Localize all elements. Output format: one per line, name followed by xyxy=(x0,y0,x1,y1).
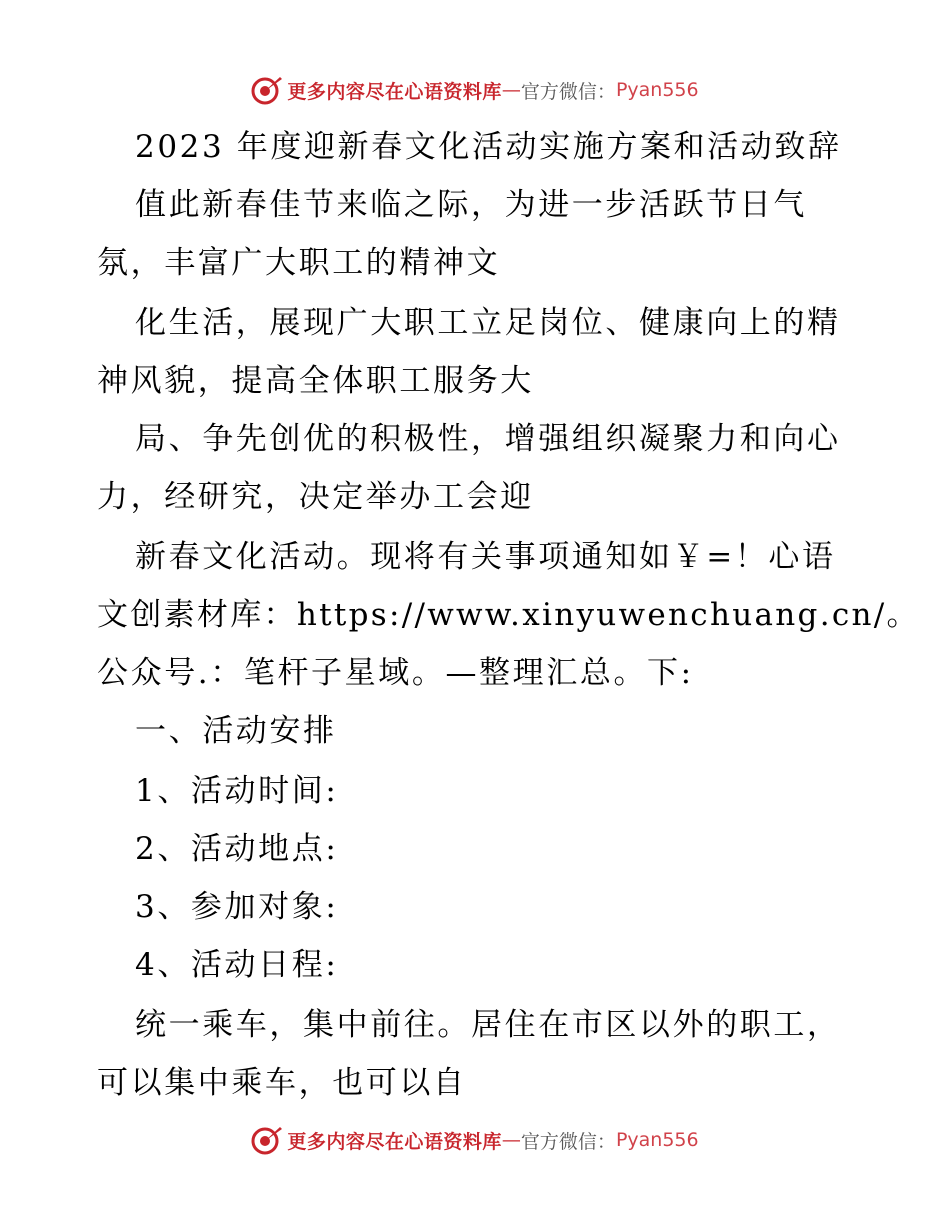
pen-logo-icon xyxy=(251,74,283,106)
paragraph-line: 化生活，展现广大职工立足岗位、健康向上的精 xyxy=(135,305,841,341)
watermark-id: Pyan556 xyxy=(615,1129,699,1151)
paragraph-line: 新春文化活动。现将有关事项通知如￥=！心语 xyxy=(135,539,836,575)
paragraph-line: 氛，丰富广大职工的精神文 xyxy=(97,245,501,281)
list-item: 1、活动时间: xyxy=(135,773,339,809)
watermark-banner-top xyxy=(0,70,950,110)
paragraph-line: 局、争先创优的积极性，增强组织凝聚力和向心 xyxy=(135,421,841,457)
list-item: 3、参加对象: xyxy=(135,889,339,925)
document-title: 2023 年度迎新春文化活动实施方案和活动致辞 xyxy=(135,129,842,165)
paragraph-line: 值此新春佳节来临之际，为进一步活跃节日气 xyxy=(135,187,807,223)
paragraph-line: 统一乘车，集中前往。居住在市区以外的职工， xyxy=(135,1007,841,1043)
watermark-main-text: 更多内容尽在心语资料库 xyxy=(287,1130,502,1153)
watermark-label: 官方微信： xyxy=(520,1130,616,1153)
paragraph-line: 力，经研究，决定举办工会迎 xyxy=(97,479,534,515)
watermark-label: 官方微信： xyxy=(520,80,616,103)
watermark-id: Pyan556 xyxy=(615,79,699,101)
list-item: 2、活动地点: xyxy=(135,831,339,867)
paragraph-line: 文创素材库：https://www.xinyuwenchuang.cn/。 xyxy=(97,597,920,633)
paragraph-line: 公众号.：笔杆子星域。—整理汇总。下: xyxy=(97,655,694,691)
list-item: 4、活动日程: xyxy=(135,947,339,983)
watermark-dash: — xyxy=(501,1129,521,1151)
pen-logo-icon xyxy=(251,1124,283,1156)
paragraph-line: 可以集中乘车，也可以自 xyxy=(97,1065,467,1101)
paragraph-line: 神风貌，提高全体职工服务大 xyxy=(97,363,534,399)
watermark-banner-bottom xyxy=(0,1120,950,1160)
watermark-dash: — xyxy=(501,79,521,101)
section-heading: 一、活动安排 xyxy=(135,713,337,749)
watermark-main-text: 更多内容尽在心语资料库 xyxy=(287,80,502,103)
